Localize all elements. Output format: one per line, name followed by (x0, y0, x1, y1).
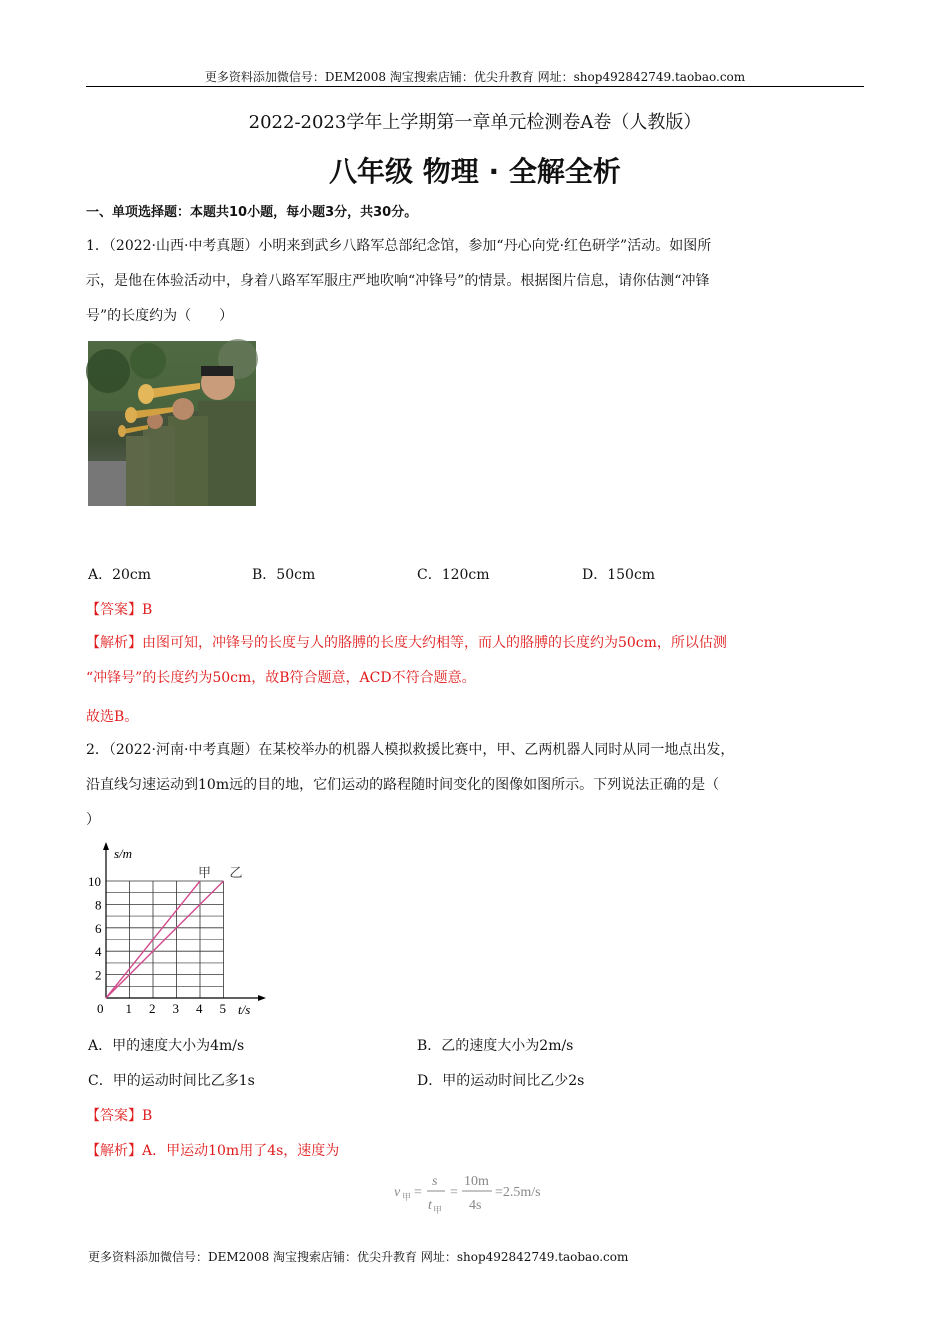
q1-option-c: C．120cm (417, 567, 490, 583)
x-axis-arrow (258, 995, 266, 1001)
y-tick-label: 8 (95, 897, 102, 913)
x-tick-label: 3 (172, 1001, 179, 1016)
question-2-text (86, 733, 866, 838)
q1-analysis-line: 由图可知，冲锋号的长度与人的胳膊的长度大约相等，而人的胳膊的长度约为50cm，所以估测 (142, 635, 727, 651)
exam-title: 2022-2023学年上学期第一章单元检测卷A卷（人教版） (248, 112, 702, 133)
exam-subtitle: 八年级 物理 · 全解全析 (329, 155, 621, 188)
q2-option-a: A．甲的速度大小为4m/s (88, 1038, 245, 1054)
x-tick-label: 1 (125, 1001, 132, 1016)
bugle-photo-illustration (88, 341, 256, 506)
formula-den1: t (428, 1198, 432, 1213)
question-1-line: 1．（2022·山西·中考真题）小明来到武乡八路军总部纪念馆，参加“丹心向党·红色研学”活动。如图所 (86, 238, 712, 254)
page-footer: 更多资料添加微信号：DEM2008 淘宝搜索店铺：优尖升教育 网址：shop492842749.taobao.com (88, 1250, 629, 1264)
x-axis-label: t/s (238, 1002, 251, 1017)
formula-eq1: = (414, 1185, 422, 1200)
question-1-text (86, 229, 866, 334)
q1-answer: 【答案】B (86, 602, 153, 618)
x-tick-label: 5 (219, 1001, 226, 1016)
y-axis-label: s/m (114, 846, 133, 861)
header-divider (86, 86, 864, 87)
page-header: 更多资料添加微信号：DEM2008 淘宝搜索店铺：优尖升教育 网址：shop492842749.taobao.com (204, 70, 746, 84)
x-tick-label: 4 (196, 1001, 203, 1016)
q2-analysis-text: A．甲运动10m用了4s，速度为 (142, 1143, 340, 1159)
series-label-1: 甲 (198, 866, 212, 881)
y-tick-label: 6 (95, 920, 102, 936)
section-heading: 一、单项选择题：本题共10小题，每小题3分，共30分。 (86, 205, 418, 220)
series-label-2: 乙 (229, 866, 243, 881)
question-1-line: 示，是他在体验活动中，身着八路军军服庄严地吹响“冲锋号”的情景。根据图片信息，请你估测“冲锋 (86, 273, 710, 289)
formula-eq2: = (450, 1185, 458, 1200)
q2-answer: 【答案】B (86, 1108, 153, 1124)
q2-option-c: C．甲的运动时间比乙多1s (88, 1073, 255, 1089)
question-1-line: 号”的长度约为（ ） (86, 308, 234, 324)
q1-option-b: B．50cm (252, 567, 316, 583)
y-axis-arrow (103, 842, 109, 850)
q1-option-a: A．20cm (88, 567, 152, 583)
y-tick-label: 2 (95, 967, 102, 983)
q2-option-d: D．甲的运动时间比乙少2s (417, 1073, 585, 1089)
y-tick-label: 10 (88, 874, 101, 889)
formula-den2: 4s (469, 1198, 482, 1213)
q2-option-b: B．乙的速度大小为2m/s (417, 1038, 574, 1054)
q1-analysis-line: “冲锋号”的长度约为50cm，故B符合题意，ACD不符合题意。 (86, 670, 476, 686)
q1-analysis-label: 【解析】 (86, 635, 142, 651)
bugle-photo (88, 341, 256, 506)
question-2-line: 2．（2022·河南·中考真题）在某校举办的机器人模拟救援比赛中，甲、乙两机器人同时从同一地点出发， (86, 742, 735, 758)
q2-analysis-label: 【解析】 (86, 1143, 142, 1159)
q1-analysis (86, 626, 866, 696)
q1-option-d: D．150cm (582, 567, 656, 583)
formula-num2: 10m (464, 1174, 489, 1189)
y-tick-label: 4 (95, 944, 102, 960)
question-2-line: ） (86, 812, 100, 828)
s-t-chart (86, 838, 276, 1017)
s-t-graph (86, 838, 276, 1017)
formula-v-sub: 甲 (402, 1192, 412, 1202)
formula-result: =2.5m/s (495, 1185, 541, 1200)
speed-formula-svg (388, 1168, 568, 1216)
x-tick-label: 0 (97, 1001, 104, 1016)
formula-num1: s (432, 1174, 438, 1189)
formula-v: v (394, 1185, 401, 1200)
q1-conclusion: 故选B。 (86, 709, 139, 725)
question-2-line: 沿直线匀速运动到10m远的目的地，它们运动的路程随时间变化的图像如图所示。下列说法正确的是（ (86, 777, 720, 793)
speed-formula (388, 1168, 568, 1220)
x-tick-label: 2 (149, 1001, 156, 1016)
q2-analysis (86, 1140, 339, 1160)
formula-den1-sub: 甲 (433, 1205, 443, 1215)
